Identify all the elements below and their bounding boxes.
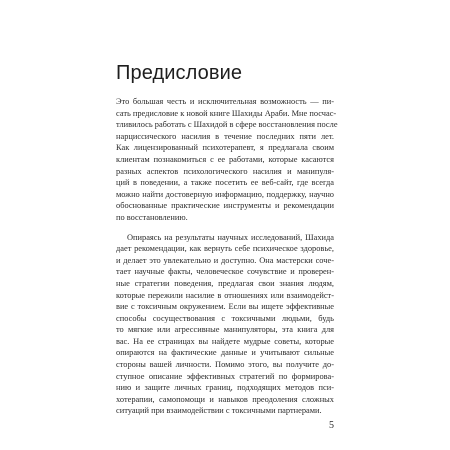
text-line: ций в поведении, а также посетить ее веб-сайт, где всегда: [116, 178, 334, 188]
text-line: нарциссического насилия в течение последних пяти лет.: [116, 131, 334, 141]
text-line: ступное описание эффективных стратегий по формирова-: [116, 371, 334, 381]
text-line: тливилось работать с Шахидой в сфере восстановления после: [116, 120, 338, 130]
text-line: ситуаций при взаимодействии с токсичными партнерами.: [116, 406, 322, 416]
paragraph-2: [116, 232, 334, 418]
text-line: которые пережили насилие в отношениях или взаимодейст-: [116, 290, 334, 300]
text-line: Как лицензированный психотерапевт, я предлагала своим: [116, 143, 334, 153]
text-line: то мягкие или агрессивные манипуляторы, эта книга для: [116, 325, 334, 335]
text-line: Опираясь на результаты научных исследований, Шахида: [127, 232, 334, 242]
text-line: тает научные факты, человеческое сочувствие и проверен-: [116, 267, 334, 277]
text-line: нию и защите личных границ, подходящих методов пси-: [116, 383, 334, 393]
text-line: способы сосуществования с токсичными людьми, будь: [116, 313, 334, 323]
text-line: стороны вашей личности. Помимо этого, вы получите до-: [116, 360, 334, 370]
body-text: [116, 96, 338, 417]
text-line: вие с токсичным окружением. Если вы ищете эффективные: [116, 302, 334, 312]
text-line: Это большая честь и исключительная возможность — пи-: [116, 97, 334, 106]
text-line: разных аспектов психологического насилия и манипуля-: [116, 166, 334, 176]
text-line: и делает это увлекательно и доступно. Она мастерски соче-: [116, 255, 334, 265]
text-line: ные стратегии поведения, предлагая свои знания людям,: [116, 278, 334, 288]
text-line: по восстановлению.: [116, 212, 188, 222]
text-line: опираются на фактические данные и учитывают сильные: [116, 348, 334, 358]
text-line: обоснованные практические инструменты и рекомендации: [116, 201, 334, 211]
page-title: Предисловие: [116, 62, 243, 84]
text-line: вас. На ее страницах вы найдете мудрые советы, которые: [116, 336, 334, 346]
text-line: дает рекомендации, как вернуть себе психическое здоровье,: [116, 244, 334, 254]
page-number: 5: [329, 420, 334, 431]
text-line: хотерапии, самопомощи и навыков преодоления сложных: [116, 394, 334, 404]
text-line: сать предисловие к новой книге Шахиды Араби. Мне посчас-: [116, 108, 337, 118]
text-line: клиентам познакомиться с ее работами, которые касаются: [116, 154, 334, 164]
text-line: можно найти достоверную информацию, поддержку, научно: [116, 189, 334, 199]
paragraph-1: [116, 96, 338, 224]
